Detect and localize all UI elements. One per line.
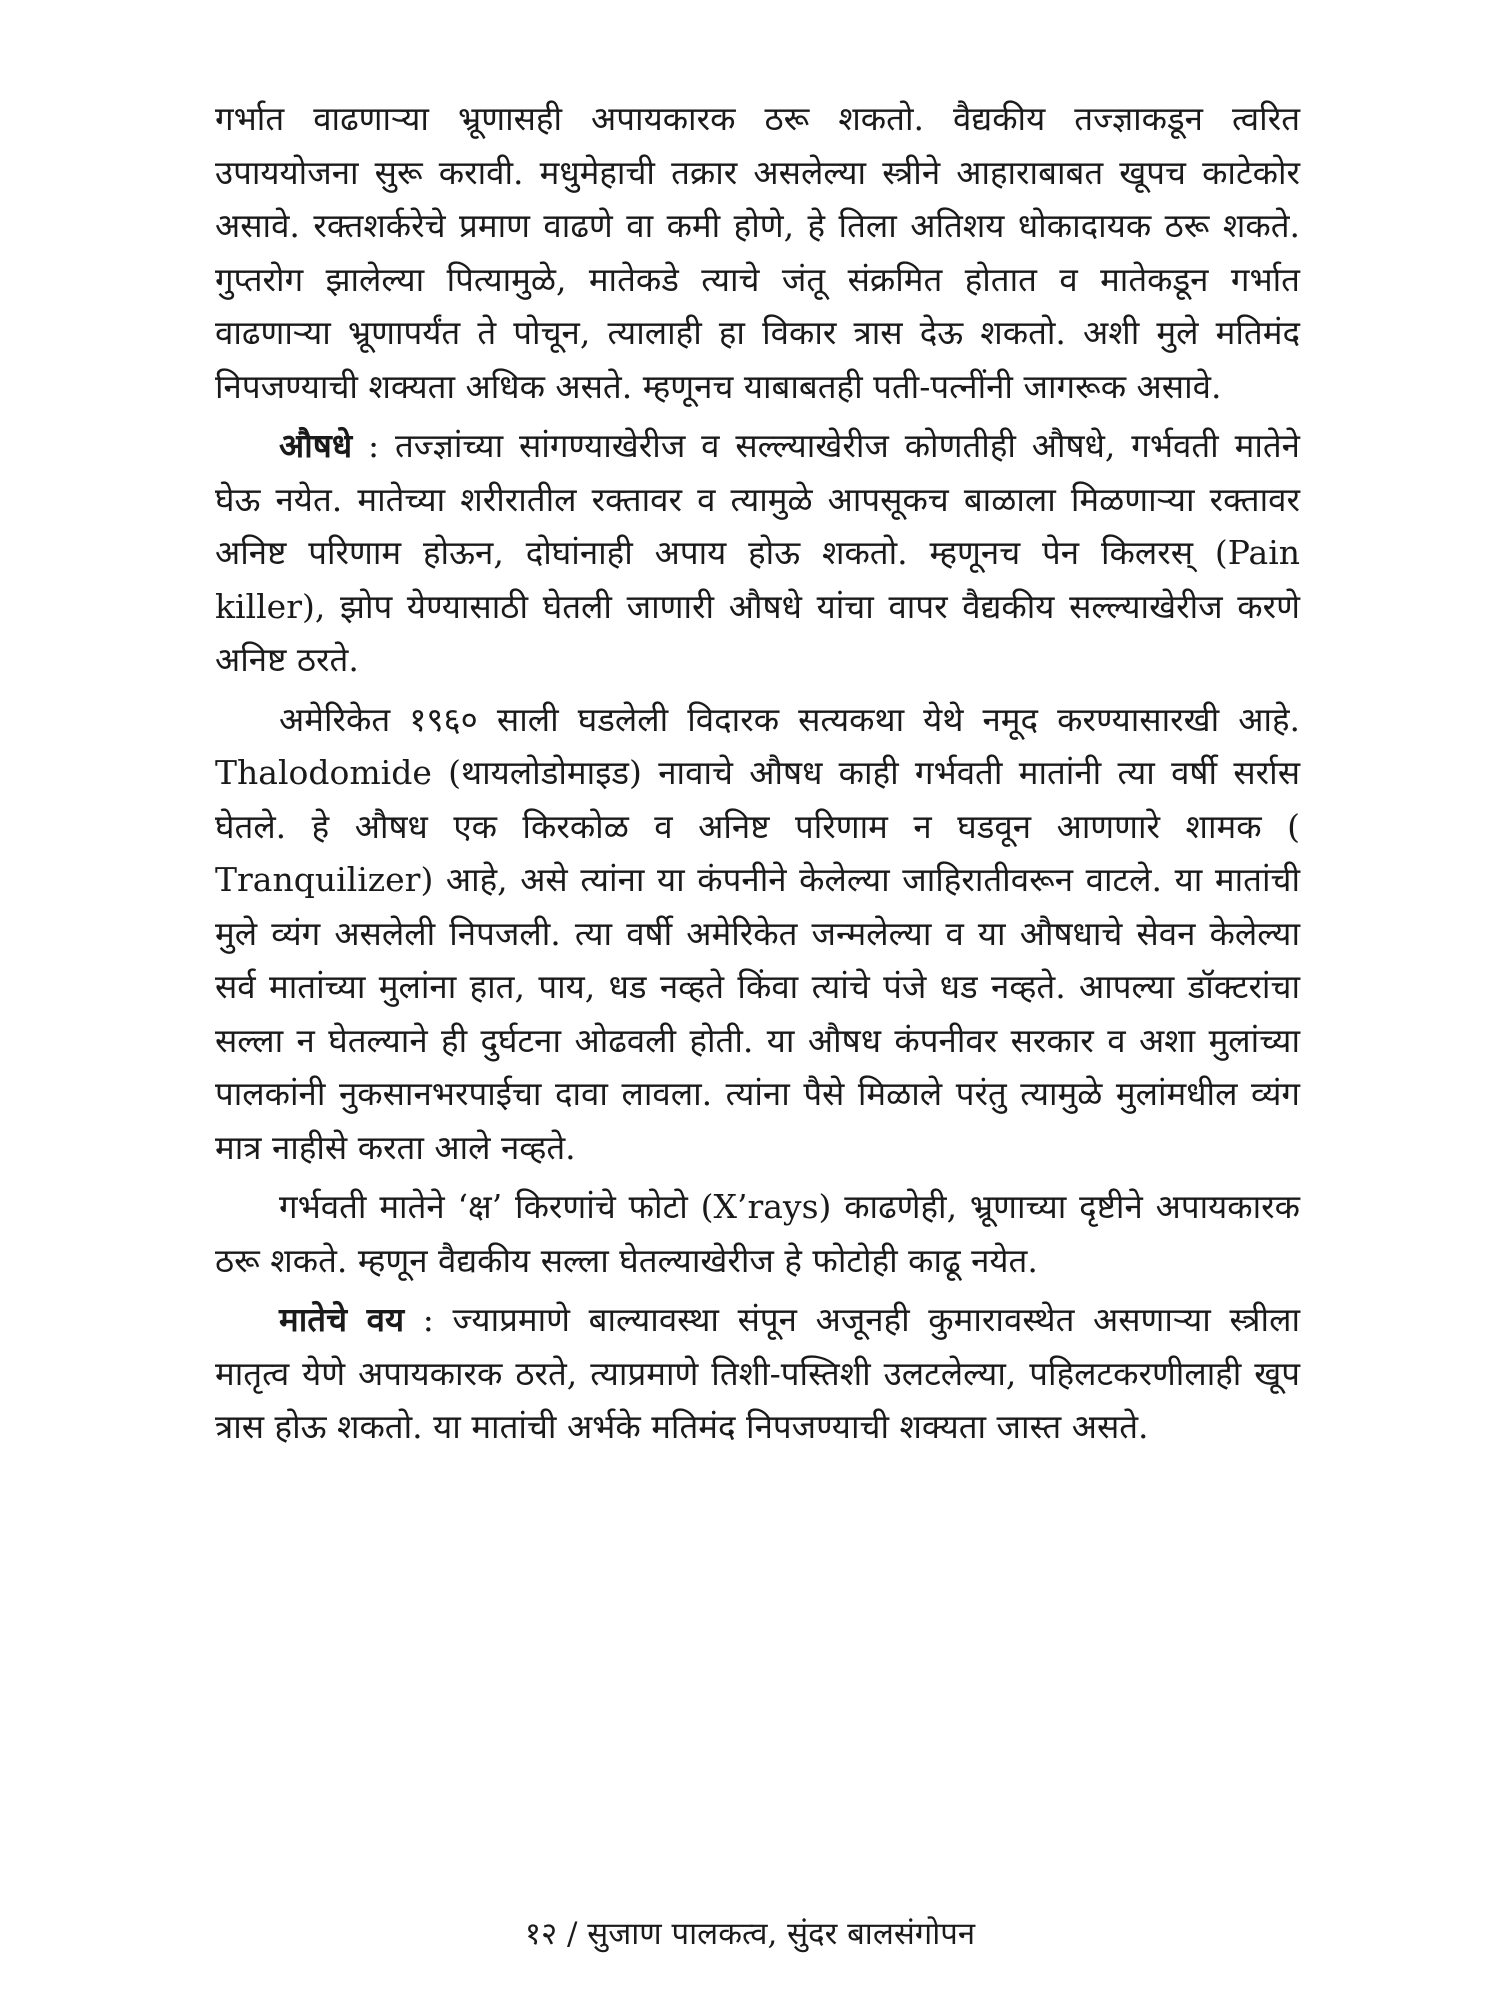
paragraph-1 (215, 92, 1300, 413)
paragraph-5-text: : ज्याप्रमाणे बाल्यावस्था संपून अजूनही कुमारावस्थेत असणाऱ्या स्त्रीला मातृत्व येणे अपायकारक ठरते, त्याप्रमाणे तिशी-पस्तिशी उलटलेल्या, पहिलटकरणीलाही खूप त्रास होऊ शकतो. या मातांची अर्भके मतिमंद निपजण्याची शक्यता जास्त असते. (215, 1300, 1300, 1446)
paragraph-5 (215, 1293, 1300, 1454)
page-footer: १२ / सुजाण पालकत्व, सुंदर बालसंगोपन (524, 1916, 976, 1952)
paragraph-2 (215, 419, 1300, 687)
page-body (215, 92, 1300, 1454)
paragraph-4-text: गर्भवती मातेने ‘क्ष’ किरणांचे फोटो (X’rays) काढणेही, भ्रूणाच्या दृष्टीने अपायकारक ठरू शकते. म्हणून वैद्यकीय सल्ला घेतल्याखेरीज हे फोटोही काढू नयेत. (215, 1187, 1300, 1280)
paragraph-2-text: : तज्ज्ञांच्या सांगण्याखेरीज व सल्ल्याखेरीज कोणतीही औषधे, गर्भवती मातेने घेऊ नयेत. मातेच्या शरीरातील रक्तावर व त्यामुळे आपसूकच बाळाला मिळणाऱ्या रक्तावर अनिष्ट परिणाम होऊन, दोघांनाही अपाय होऊ शकतो. म्हणूनच पेन किलरस् (Pain killer), झोप येण्यासाठी घेतली जाणारी औषधे यांचा वापर वैद्यकीय सल्ल्याखेरीज करणे अनिष्ट ठरते. (215, 426, 1300, 679)
section-heading-medicines: औषधे (279, 426, 353, 465)
paragraph-3 (215, 693, 1300, 1175)
paragraph-1-text: गर्भात वाढणाऱ्या भ्रूणासही अपायकारक ठरू शकतो. वैद्यकीय तज्ज्ञाकडून त्वरित उपाययोजना सुरू करावी. मधुमेहाची तक्रार असलेल्या स्त्रीने आहाराबाबत खूपच काटेकोर असावे. रक्तशर्करेचे प्रमाण वाढणे वा कमी होणे, हे तिला अतिशय धोकादायक ठरू शकते. गुप्तरोग झालेल्या पित्यामुळे, मातेकडे त्याचे जंतू संक्रमित होतात व मातेकडून गर्भात वाढणाऱ्या भ्रूणापर्यंत ते पोचून, त्यालाही हा विकार त्रास देऊ शकतो. अशी मुले मतिमंद निपजण्याची शक्यता अधिक असते. म्हणूनच याबाबतही पती-पत्नींनी जागरूक असावे. (215, 99, 1300, 406)
paragraph-3-text: अमेरिकेत १९६० साली घडलेली विदारक सत्यकथा येथे नमूद करण्यासारखी आहे. Thalodomide (थायलोडोमाइड) नावाचे औषध काही गर्भवती मातांनी त्या वर्षी सर्रास घेतले. हे औषध एक किरकोळ व अनिष्ट परिणाम न घडवून आणणारे शामक ( Tranquilizer) आहे, असे त्यांना या कंपनीने केलेल्या जाहिरातीवरून वाटले. या मातांची मुले व्यंग असलेली निपजली. त्या वर्षी अमेरिकेत जन्मलेल्या व या औषधाचे सेवन केलेल्या सर्व मातांच्या मुलांना हात, पाय, धड नव्हते किंवा त्यांचे पंजे धड नव्हते. आपल्या डॉक्टरांचा सल्ला न घेतल्याने ही दुर्घटना ओढवली होती. या औषध कंपनीवर सरकार व अशा मुलांच्या पालकांनी नुकसानभरपाईचा दावा लावला. त्यांना पैसे मिळाले परंतु त्यामुळे मुलांमधील व्यंग मात्र नाहीसे करता आले नव्हते. (215, 699, 1300, 1167)
paragraph-4 (215, 1180, 1300, 1287)
section-heading-mother-age: मातेचे वय (279, 1300, 405, 1339)
